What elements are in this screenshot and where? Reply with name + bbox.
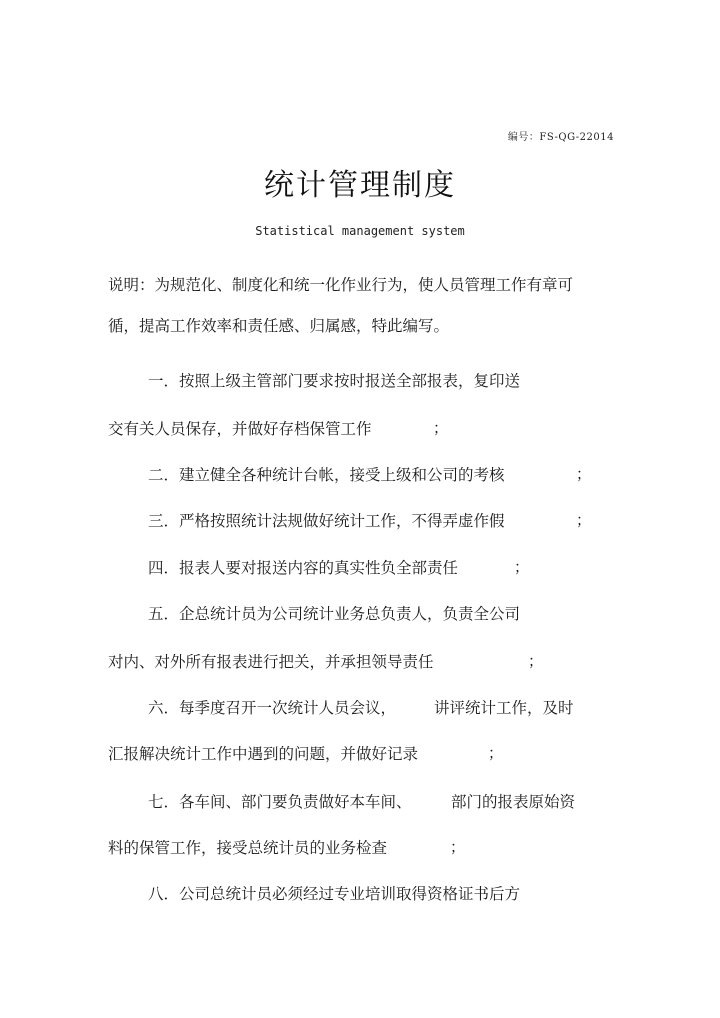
item-seven-line-2: 料的保管工作，接受总统计员的业务检查 <box>108 839 388 857</box>
item-seven-line-1b: 部门的报表原始资 <box>451 793 576 811</box>
document-title: 统计管理制度 <box>264 168 456 203</box>
intro-line-2: 循，提高工作效率和责任感、归属感，特此编写。 <box>108 317 450 335</box>
item-two-semicolon: ； <box>576 465 592 483</box>
item-four-line: 四．报表人要对报送内容的真实性负全部责任 <box>148 559 459 577</box>
item-five-semicolon: ； <box>528 652 544 670</box>
item-six-semicolon: ； <box>488 744 504 762</box>
item-one-semicolon: ； <box>433 419 449 437</box>
item-four-semicolon: ； <box>514 558 530 576</box>
item-five-line-2: 对内、对外所有报表进行把关，并承担领导责任 <box>108 653 434 671</box>
document-subtitle: Statistical management system <box>255 224 465 238</box>
item-seven-line-1a: 七．各车间、部门要负责做好本车间、 <box>148 793 412 811</box>
item-six-line-1a: 六．每季度召开一次统计人员会议， <box>148 699 397 717</box>
document-code: 编号：FS-QG-22014 <box>507 132 614 143</box>
intro-line-1: 说明：为规范化、制度化和统一化作业行为，使人员管理工作有章可 <box>108 276 574 294</box>
item-two-line: 二．建立健全各种统计台帐，接受上级和公司的考核 <box>148 466 505 484</box>
item-five-line-1: 五．企总统计员为公司统计业务总负责人，负责全公司 <box>148 605 521 623</box>
item-eight-line-1: 八．公司总统计员必须经过专业培训取得资格证书后方 <box>148 885 521 903</box>
item-one-line-2: 交有关人员保存，并做好存档保管工作 <box>108 420 372 438</box>
item-three-line: 三．严格按照统计法规做好统计工作，不得弄虚作假 <box>148 512 505 530</box>
item-six-line-1b: 讲评统计工作，及时 <box>434 699 574 717</box>
item-seven-semicolon: ； <box>450 838 466 856</box>
item-one-line-1: 一．按照上级主管部门要求按时报送全部报表，复印送 <box>148 372 521 390</box>
item-six-line-2: 汇报解决统计工作中遇到的问题，并做好记录 <box>108 745 419 763</box>
item-three-semicolon: ； <box>576 511 592 529</box>
